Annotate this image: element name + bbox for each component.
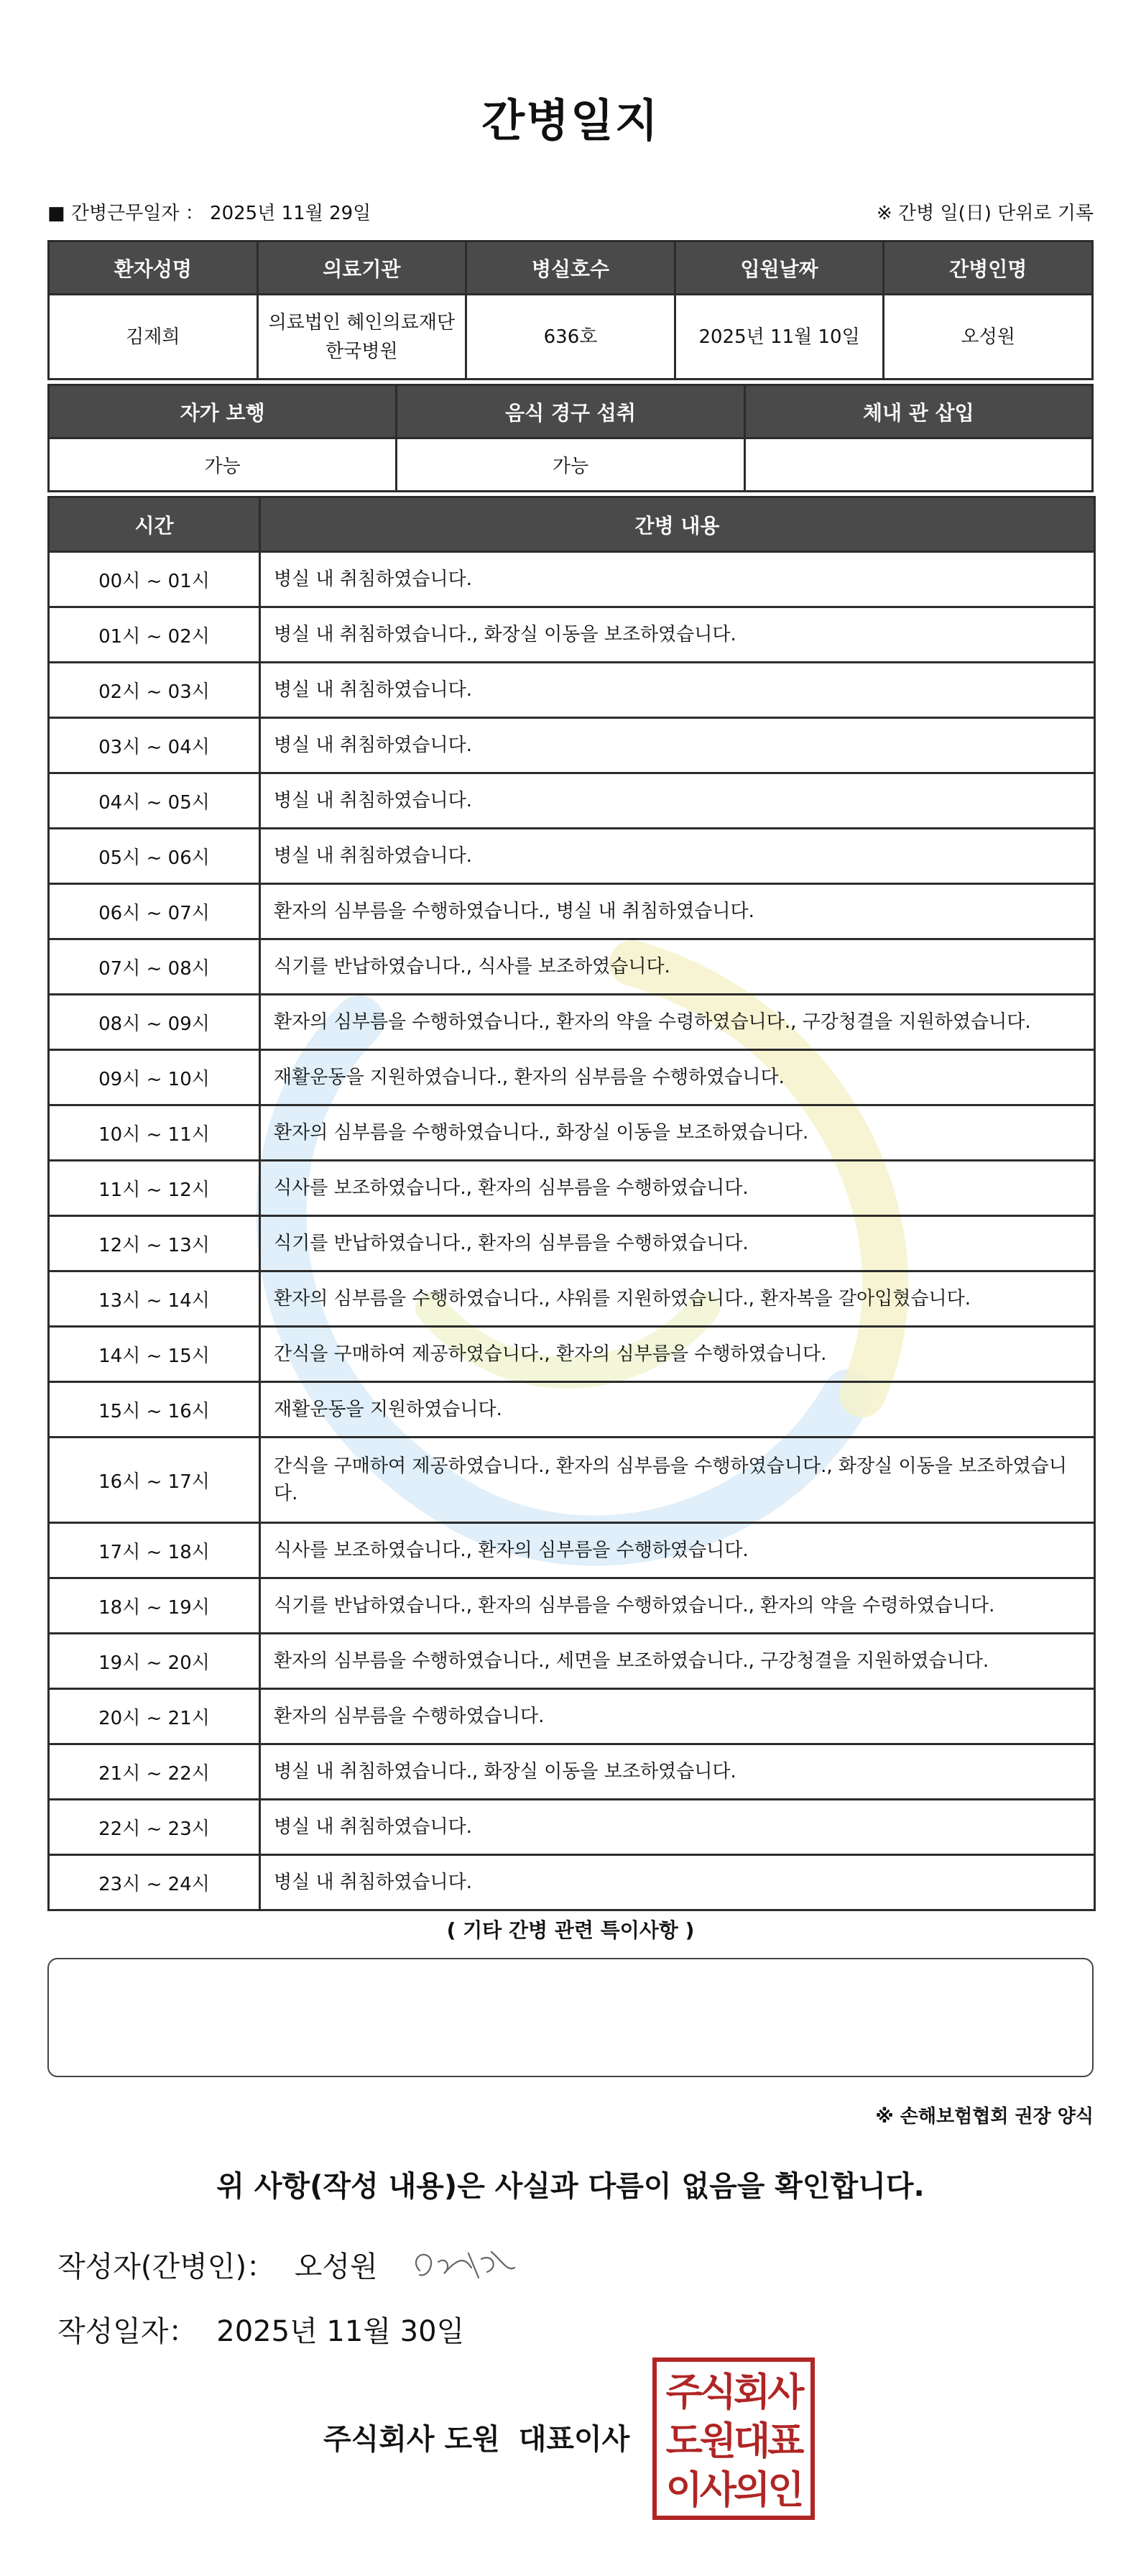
patient-name: 김제희 [49,295,258,380]
header-time: 시간 [49,497,260,552]
log-time: 01시 ~ 02시 [49,607,260,663]
log-time: 16시 ~ 17시 [49,1438,260,1523]
log-row [49,1382,1095,1438]
work-date: ■ 간병근무일자 ： 2025년 11월 29일 [47,203,371,224]
room-number: 636호 [466,295,675,380]
log-row [49,1578,1095,1634]
log-time: 12시 ~ 13시 [49,1216,260,1271]
log-row [49,939,1095,995]
form-source-note: ※ 손해보험협회 권장 양식 [875,2106,1094,2128]
log-content: 병실 내 취침하였습니다. [260,1855,1095,1910]
log-row [49,1744,1095,1800]
log-row [49,1216,1095,1271]
header-admission-date: 입원날짜 [675,242,884,295]
log-content: 식사를 보조하였습니다., 환자의 심부름을 수행하였습니다. [260,1161,1095,1216]
tube-insertion-status [744,438,1092,492]
log-row [49,1105,1095,1161]
writer-line [57,2244,522,2291]
log-time: 14시 ~ 15시 [49,1327,260,1382]
log-time: 07시 ~ 08시 [49,939,260,995]
log-content: 병실 내 취침하였습니다., 화장실 이동을 보조하였습니다. [260,607,1095,663]
header-caregiver-name: 간병인명 [884,242,1093,295]
log-content: 환자의 심부름을 수행하였습니다., 세면을 보조하였습니다., 구강청결을 지원하였습니다. [260,1634,1095,1689]
log-time: 19시 ~ 20시 [49,1634,260,1689]
log-time: 23시 ~ 24시 [49,1855,260,1910]
hourly-care-log-table [47,496,1096,1911]
walking-status: 가능 [49,438,397,492]
log-time: 09시 ~ 10시 [49,1050,260,1105]
log-time: 04시 ~ 05시 [49,773,260,829]
log-content: 재활운동을 지원하였습니다., 환자의 심부름을 수행하였습니다. [260,1050,1095,1105]
company-name: 주식회사 도원 [323,2423,500,2456]
log-content: 식기를 반납하였습니다., 환자의 심부름을 수행하였습니다., 환자의 약을 수령하였습니다. [260,1578,1095,1634]
log-content: 병실 내 취침하였습니다. [260,1800,1095,1855]
company-seal-stamp [652,2358,815,2520]
log-row [49,663,1095,718]
log-row [49,1438,1095,1523]
notes-title: ( 기타 간병 관련 특이사항 ) [446,1918,695,1942]
log-row [49,995,1095,1050]
log-row [49,1327,1095,1382]
header-patient-name: 환자성명 [49,242,258,295]
header-walking: 자가 보행 [49,385,397,438]
company-signatory [323,2416,629,2457]
log-row [49,884,1095,939]
record-unit-note: ※ 간병 일(日) 단위로 기록 [876,203,1094,224]
log-time: 22시 ~ 23시 [49,1800,260,1855]
log-content: 병실 내 취침하였습니다. [260,773,1095,829]
seal-line: 도원대표 [665,2419,802,2463]
log-content: 간식을 구매하여 제공하였습니다., 환자의 심부름을 수행하였습니다., 화장실 이동을 보조하였습니다. [260,1438,1095,1523]
header-oral-intake: 음식 경구 섭취 [397,385,744,438]
log-content: 병실 내 취침하였습니다. [260,718,1095,773]
notes-box [47,1958,1094,2077]
log-time: 06시 ~ 07시 [49,884,260,939]
oral-intake-status: 가능 [397,438,744,492]
log-time: 17시 ~ 18시 [49,1523,260,1578]
header-care-content: 간병 내용 [260,497,1095,552]
log-content: 식기를 반납하였습니다., 환자의 심부름을 수행하였습니다. [260,1216,1095,1271]
log-row [49,1271,1095,1327]
log-content: 식기를 반납하였습니다., 식사를 보조하였습니다. [260,939,1095,995]
log-row [49,829,1095,884]
log-content: 병실 내 취침하였습니다. [260,663,1095,718]
log-content: 재활운동을 지원하였습니다. [260,1382,1095,1438]
log-content: 식사를 보조하였습니다., 환자의 심부름을 수행하였습니다. [260,1523,1095,1578]
seal-line: 이사의인 [665,2467,802,2512]
document-title: 간병일지 [481,94,660,147]
header-hospital: 의료기관 [257,242,466,295]
log-row [49,1689,1095,1744]
log-row [49,1800,1095,1855]
writer-name: 오성원 [294,2250,378,2283]
log-time: 21시 ~ 22시 [49,1744,260,1800]
log-content: 환자의 심부름을 수행하였습니다. [260,1689,1095,1744]
log-content: 간식을 구매하여 제공하였습니다., 환자의 심부름을 수행하였습니다. [260,1327,1095,1382]
written-date-line [57,2309,464,2350]
log-content: 환자의 심부름을 수행하였습니다., 병실 내 취침하였습니다. [260,884,1095,939]
log-time: 05시 ~ 06시 [49,829,260,884]
log-row [49,773,1095,829]
header-tube-insertion: 체내 관 삽입 [744,385,1092,438]
company-title: 대표이사 [518,2423,630,2456]
caregiver-name: 오성원 [884,295,1093,380]
log-time: 02시 ~ 03시 [49,663,260,718]
log-content: 환자의 심부름을 수행하였습니다., 화장실 이동을 보조하였습니다. [260,1105,1095,1161]
hospital-name: 의료법인 혜인의료재단 한국병원 [257,295,466,380]
writer-label: 작성자(간병인)： [57,2250,276,2283]
log-content: 환자의 심부름을 수행하였습니다., 샤워를 지원하였습니다., 환자복을 갈아입혔습니다. [260,1271,1095,1327]
confirmation-statement: 위 사항(작성 내용)은 사실과 다름이 없음을 확인합니다. [216,2170,925,2203]
log-row [49,1634,1095,1689]
log-time: 13시 ~ 14시 [49,1271,260,1327]
log-time: 11시 ~ 12시 [49,1161,260,1216]
log-time: 18시 ~ 19시 [49,1578,260,1634]
written-date-value: 2025년 11월 30일 [216,2315,465,2348]
log-row [49,607,1095,663]
log-time: 15시 ~ 16시 [49,1382,260,1438]
header-room: 병실호수 [466,242,675,295]
patient-info-table [47,240,1094,380]
signature-image [407,2246,522,2291]
log-time: 03시 ~ 04시 [49,718,260,773]
written-date-label: 작성일자： [57,2315,198,2348]
log-row [49,1523,1095,1578]
log-row [49,1050,1095,1105]
log-content: 병실 내 취침하였습니다. [260,552,1095,607]
log-time: 10시 ~ 11시 [49,1105,260,1161]
admission-date: 2025년 11월 10일 [675,295,884,380]
log-row [49,718,1095,773]
log-content: 병실 내 취침하였습니다., 화장실 이동을 보조하였습니다. [260,1744,1095,1800]
log-time: 20시 ~ 21시 [49,1689,260,1744]
log-time: 00시 ~ 01시 [49,552,260,607]
log-content: 환자의 심부름을 수행하였습니다., 환자의 약을 수령하였습니다., 구강청결을 지원하였습니다. [260,995,1095,1050]
care-status-table [47,384,1094,492]
log-row [49,552,1095,607]
log-time: 08시 ~ 09시 [49,995,260,1050]
log-row [49,1161,1095,1216]
log-row [49,1855,1095,1910]
log-content: 병실 내 취침하였습니다. [260,829,1095,884]
seal-line: 주식회사 [665,2370,802,2414]
